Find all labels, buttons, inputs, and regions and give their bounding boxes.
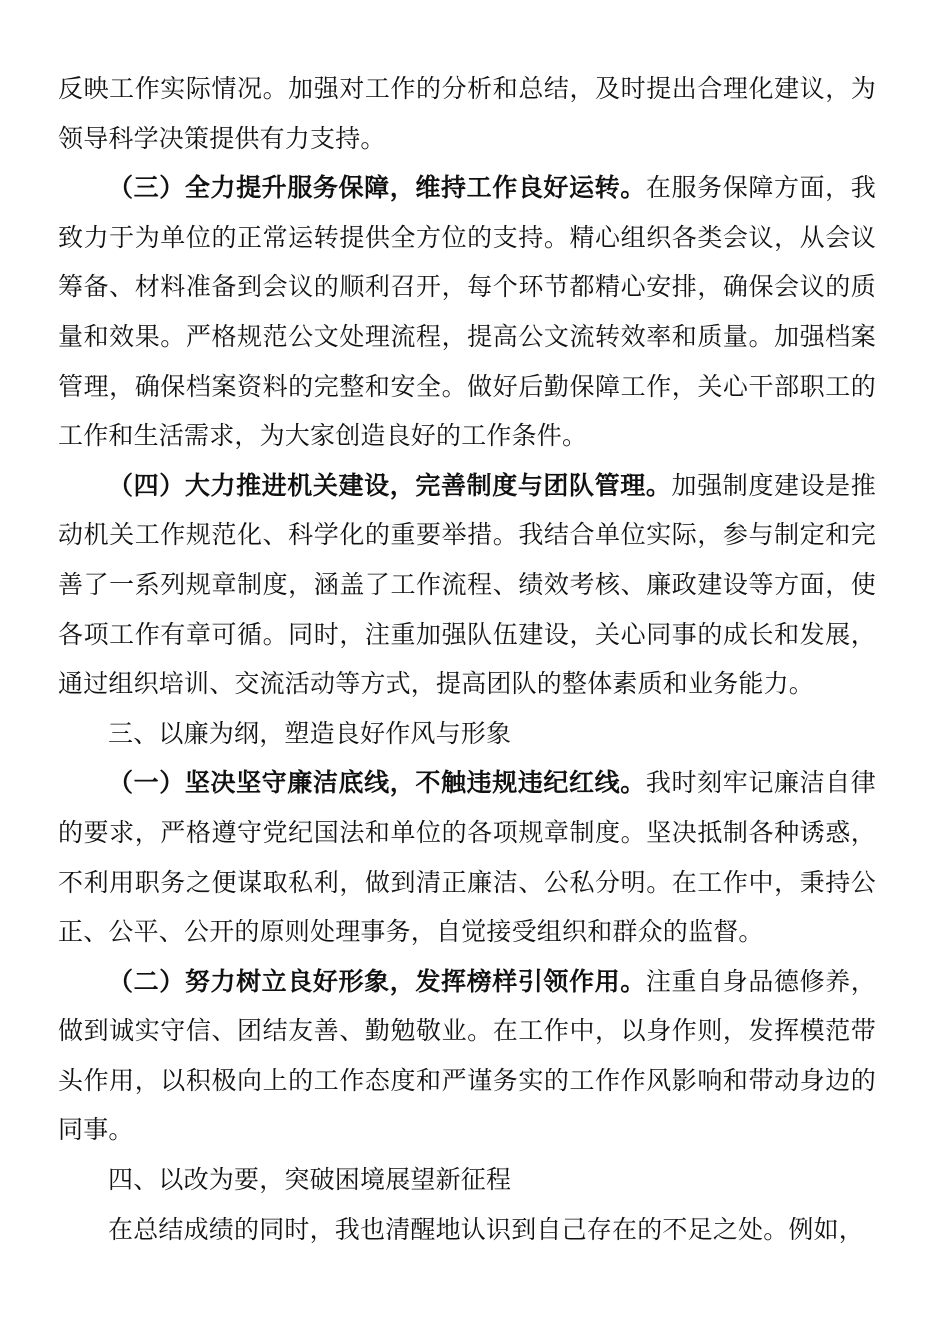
paragraph-text: 在总结成绩的同时，我也清醒地认识到自己存在的不足之处。例如， <box>108 1214 865 1244</box>
paragraph-continuation <box>58 64 876 163</box>
paragraph-heading: （四）大力推进机关建设，完善制度与团队管理。 <box>108 470 672 500</box>
section-heading-text: 三、以廉为纲，塑造良好作风与形象 <box>108 718 512 748</box>
paragraph-text: 反映工作实际情况。加强对工作的分析和总结，及时提出合理化建议，为领导科学决策提供有力支持。 <box>58 74 876 153</box>
paragraph-heading: （三）全力提升服务保障，维持工作良好运转。 <box>108 173 646 203</box>
paragraph-heading: （一）坚决坚守廉洁底线，不触违规违纪红线。 <box>108 768 646 798</box>
section-heading-reform <box>58 1155 876 1205</box>
paragraph-service-guarantee <box>58 163 876 461</box>
paragraph-text: 加强制度建设是推动机关工作规范化、科学化的重要举措。我结合单位实际，参与制定和完善了一系列规章制度，涵盖了工作流程、绩效考核、廉政建设等方面，使各项工作有章可循。同时，注重加强队伍建设，关心同事的成长和发展，通过组织培训、交流活动等方式，提高团队的整体素质和业务能力。 <box>58 470 876 699</box>
paragraph-text: 在服务保障方面，我致力于为单位的正常运转提供全方位的支持。精心组织各类会议，从会议筹备、材料准备到会议的顺利召开，每个环节都精心安排，确保会议的质量和效果。严格规范公文处理流程，提高公文流转效率和质量。加强档案管理，确保档案资料的完整和安全。做好后勤保障工作，关心干部职工的工作和生活需求，为大家创造良好的工作条件。 <box>58 173 876 451</box>
paragraph-integrity-bottom-line <box>58 758 876 956</box>
paragraph-text: 注重自身品德修养，做到诚实守信、团结友善、勤勉敬业。在工作中，以身作则，发挥模范带头作用，以积极向上的工作态度和严谨务实的工作作风影响和带动身边的同事。 <box>58 966 876 1145</box>
section-heading-text: 四、以改为要，突破困境展望新征程 <box>108 1165 512 1195</box>
document-body <box>58 64 876 1254</box>
paragraph-shortcomings <box>58 1205 876 1255</box>
paragraph-good-image <box>58 957 876 1155</box>
paragraph-text: 我时刻牢记廉洁自律的要求，严格遵守党纪国法和单位的各项规章制度。坚决抵制各种诱惑，不利用职务之便谋取私利，做到清正廉洁、公私分明。在工作中，秉持公正、公平、公开的原则处理事务，自觉接受组织和群众的监督。 <box>58 768 876 947</box>
paragraph-organ-building <box>58 461 876 709</box>
section-heading-integrity <box>58 709 876 759</box>
paragraph-heading: （二）努力树立良好形象，发挥榜样引领作用。 <box>108 966 646 996</box>
